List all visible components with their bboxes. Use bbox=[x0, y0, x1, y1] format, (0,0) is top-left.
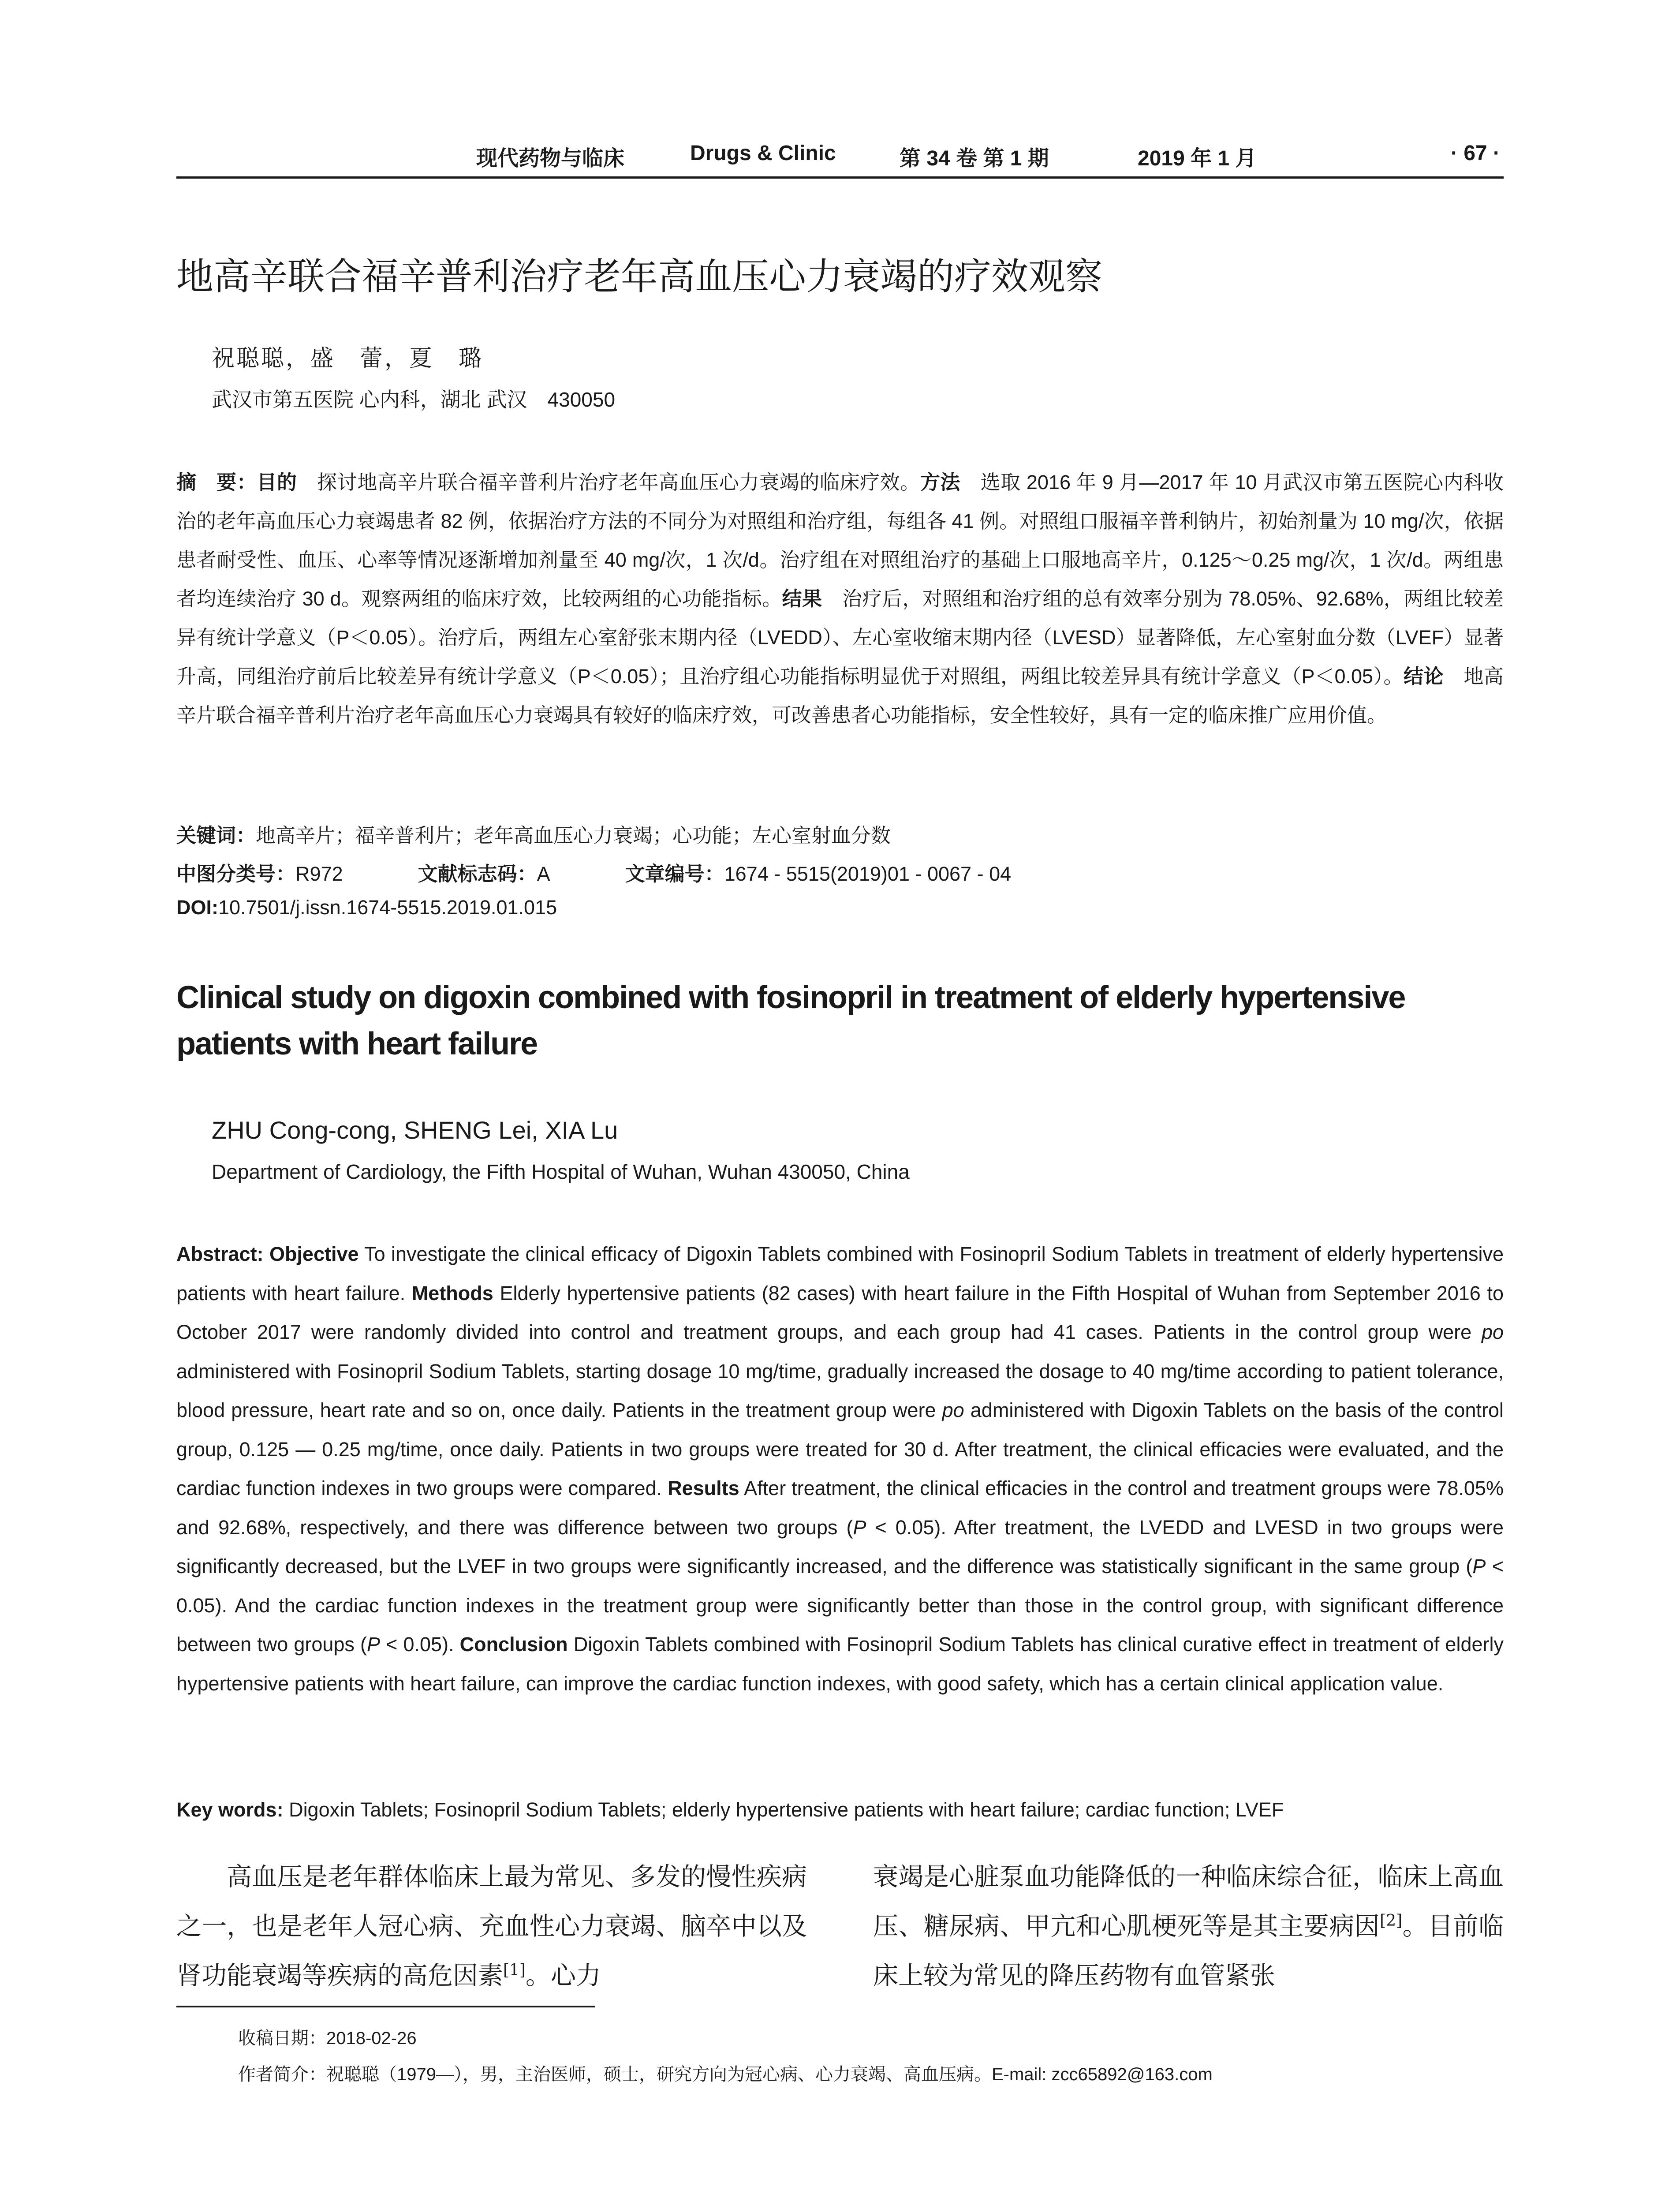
en-methods-label: Methods bbox=[411, 1282, 493, 1304]
journal-name-cn: 现代药物与临床 bbox=[476, 146, 625, 171]
en-methods-text-a: Elderly hypertensive patients (82 cases) with heart failure in the Fifth Hospital of Wuhan from September 2016 to October 2017 were randomly divided into control and treatment groups, and each group had 41 cases. Patients in the control group were bbox=[176, 1282, 1504, 1343]
doi-label: DOI: bbox=[176, 896, 218, 919]
body-left-tail: 。心力 bbox=[526, 1961, 601, 1990]
cn-classification bbox=[176, 858, 1504, 886]
cn-conclusion-text: 地高辛片联合福辛普利片治疗老年高血压心力衰竭具有较好的临床疗效，可改善患者心功能指标，安全性较好，具有一定的临床推广应用价值。 bbox=[176, 665, 1504, 726]
body-column-right bbox=[873, 1852, 1504, 2000]
issue-date: 2019 年 1 月 bbox=[1138, 147, 1257, 170]
en-authors: ZHU Cong-cong, SHENG Lei, XIA Lu bbox=[212, 1116, 618, 1144]
body-left-text: 高血压是老年群体临床上最为常见、多发的慢性疾病之一，也是老年人冠心病、充血性心力衰竭、脑卒中以及肾功能衰竭等疾病的高危因素 bbox=[176, 1862, 807, 1990]
en-abstract bbox=[176, 1235, 1504, 1703]
cn-keywords-text: 地高辛片；福辛普利片；老年高血压心力衰竭；心功能；左心室射血分数 bbox=[256, 824, 891, 847]
article-no-value: 1674 - 5515(2019)01 - 0067 - 04 bbox=[724, 863, 1012, 885]
cn-title: 地高辛联合福辛普利治疗老年高血压心力衰竭的疗效观察 bbox=[176, 256, 1103, 297]
en-po-1: po bbox=[1481, 1321, 1504, 1343]
running-header bbox=[176, 141, 1504, 176]
doi-line bbox=[176, 896, 1504, 919]
en-keywords-label: Key words: bbox=[176, 1798, 284, 1821]
en-methods-text-c: administered with Digoxin Tablets on the basis of the control group, 0.125 — 0.25 mg/time, once daily. Patients in two groups were treated for 30 d. After treatment, the clinical efficacies were evaluated, and the cardiac function indexes in two groups were compared. bbox=[176, 1399, 1504, 1499]
en-p-2: P bbox=[1472, 1555, 1486, 1577]
en-p-1: P bbox=[853, 1516, 866, 1539]
body-right-tail: 。目前临床上较为常见的降压药物有血管紧张 bbox=[873, 1912, 1504, 1990]
cn-objective-text: 探讨地高辛片联合福辛普利片治疗老年高血压心力衰竭的临床疗效。 bbox=[297, 471, 920, 493]
doc-code-value: A bbox=[537, 863, 550, 885]
en-p-3: P bbox=[367, 1633, 381, 1656]
header-rule bbox=[176, 176, 1504, 179]
citation-2[interactable]: [2] bbox=[1380, 1912, 1403, 1930]
en-results-text-c: < 0.05). And the cardiac function indexes in the treatment group were significantly better than those in the control group, with significant difference between two groups ( bbox=[176, 1555, 1504, 1656]
journal-name-en: Drugs & Clinic bbox=[690, 142, 836, 165]
en-conclusion-text: Digoxin Tablets combined with Fosinopril Sodium Tablets has clinical curative effect in treatment of elderly hypertensive patients with heart failure, can improve the cardiac function indexes, with good safety, which has a certain clinical application value. bbox=[176, 1633, 1504, 1695]
doi-value: 10.7501/j.issn.1674-5515.2019.01.015 bbox=[218, 896, 557, 919]
en-results-label: Results bbox=[668, 1477, 739, 1499]
citation-1[interactable]: [1] bbox=[503, 1961, 526, 1979]
cn-affiliation: 武汉市第五医院 心内科，湖北 武汉 430050 bbox=[212, 388, 616, 411]
en-objective-text: To investigate the clinical efficacy of Digoxin Tablets combined with Fosinopril Sodium Tablets in treatment of elderly hypertensive patients with heart failure. bbox=[176, 1243, 1504, 1304]
cn-abstract-label: 摘 要： bbox=[176, 471, 257, 493]
article-no-label: 文章编号： bbox=[625, 863, 724, 885]
received-date: 收稿日期：2018-02-26 bbox=[238, 2029, 417, 2048]
en-abstract-label: Abstract: bbox=[176, 1243, 264, 1265]
doc-code-label: 文献标志码： bbox=[418, 863, 537, 885]
en-keywords-text: Digoxin Tablets; Fosinopril Sodium Tablets; elderly hypertensive patients with heart failure; cardiac function; LVEF bbox=[283, 1798, 1284, 1821]
en-results-text-a: After treatment, the clinical efficacies in the control and treatment groups were 78.05% and 92.68%, respectively, and there was difference between two groups ( bbox=[176, 1477, 1504, 1539]
en-results-text-d: < 0.05). bbox=[380, 1633, 454, 1656]
en-title: Clinical study on digoxin combined with fosinopril in treatment of elderly hypertensive patients with heart failure bbox=[176, 980, 1405, 1061]
cn-results-text: 治疗后，对照组和治疗组的总有效率分别为 78.05%、92.68%，两组比较差异有统计学意义（P＜0.05）。治疗后，两组左心室舒张末期内径（LVEDD）、左心室收缩末期内径（LVESD）显著降低，左心室射血分数（LVEF）显著升高，同组治疗前后比较差异有统计学意义（P＜0.05）；且治疗组心功能指标明显优于对照组，两组比较差异具有统计学意义（P＜0.05）。 bbox=[176, 587, 1504, 688]
cn-keywords bbox=[176, 819, 1504, 848]
clc-label: 中图分类号： bbox=[176, 863, 296, 885]
en-affiliation: Department of Cardiology, the Fifth Hospital of Wuhan, Wuhan 430050, China bbox=[212, 1160, 910, 1183]
en-po-2: po bbox=[942, 1399, 964, 1421]
cn-abstract bbox=[176, 463, 1504, 735]
cn-objective-label: 目的 bbox=[257, 471, 297, 493]
cn-keywords-label: 关键词： bbox=[176, 824, 256, 847]
cn-conclusion-label: 结论 bbox=[1404, 665, 1444, 688]
cn-methods-label: 方法 bbox=[920, 471, 960, 493]
author-bio: 作者简介：祝聪聪（1979—），男，主治医师，硕士，研究方向为冠心病、心力衰竭、高血压病。E-mail: zcc65892@163.com bbox=[238, 2065, 1213, 2084]
en-methods-text-b: administered with Fosinopril Sodium Tablets, starting dosage 10 mg/time, gradually increased the dosage to 40 mg/time according to patient tolerance, blood pressure, heart rate and so on, once daily. Patients in the treatment group were bbox=[176, 1360, 1504, 1421]
footnote-rule bbox=[176, 2006, 595, 2007]
page-number: · 67 · bbox=[1451, 142, 1501, 165]
en-conclusion-label: Conclusion bbox=[459, 1633, 568, 1656]
body-column-left bbox=[176, 1852, 807, 2000]
cn-authors: 祝聪聪，盛 蕾，夏 璐 bbox=[212, 345, 484, 372]
volume-issue: 第 34 卷 第 1 期 bbox=[900, 147, 1049, 170]
cn-methods-text: 选取 2016 年 9 月—2017 年 10 月武汉市第五医院心内科收治的老年高血压心力衰竭患者 82 例，依据治疗方法的不同分为对照组和治疗组，每组各 41 例。对照组口服福辛普利钠片，初始剂量为 10 mg/次，依据患者耐受性、血压、心率等情况逐渐增加剂量至 40 mg/次，1 次/d。治疗组在对照组治疗的基础上口服地高辛片，0.125～0.25 mg/次，1 次/d。两组患者均连续治疗 30 d。观察两组的临床疗效，比较两组的心功能指标。 bbox=[176, 471, 1504, 610]
en-keywords bbox=[176, 1790, 1504, 1829]
body-right-text: 衰竭是心脏泵血功能降低的一种临床综合征，临床上高血压、糖尿病、甲亢和心肌梗死等是其主要病因 bbox=[873, 1862, 1504, 1941]
en-results-text-b: < 0.05). After treatment, the LVEDD and LVESD in two groups were significantly decreased, but the LVEF in two groups were significantly increased, and the difference was statistically significant in the same group ( bbox=[176, 1516, 1504, 1577]
clc-value: R972 bbox=[295, 863, 343, 885]
en-objective-label: Objective bbox=[269, 1243, 359, 1265]
cn-results-label: 结果 bbox=[782, 587, 822, 610]
